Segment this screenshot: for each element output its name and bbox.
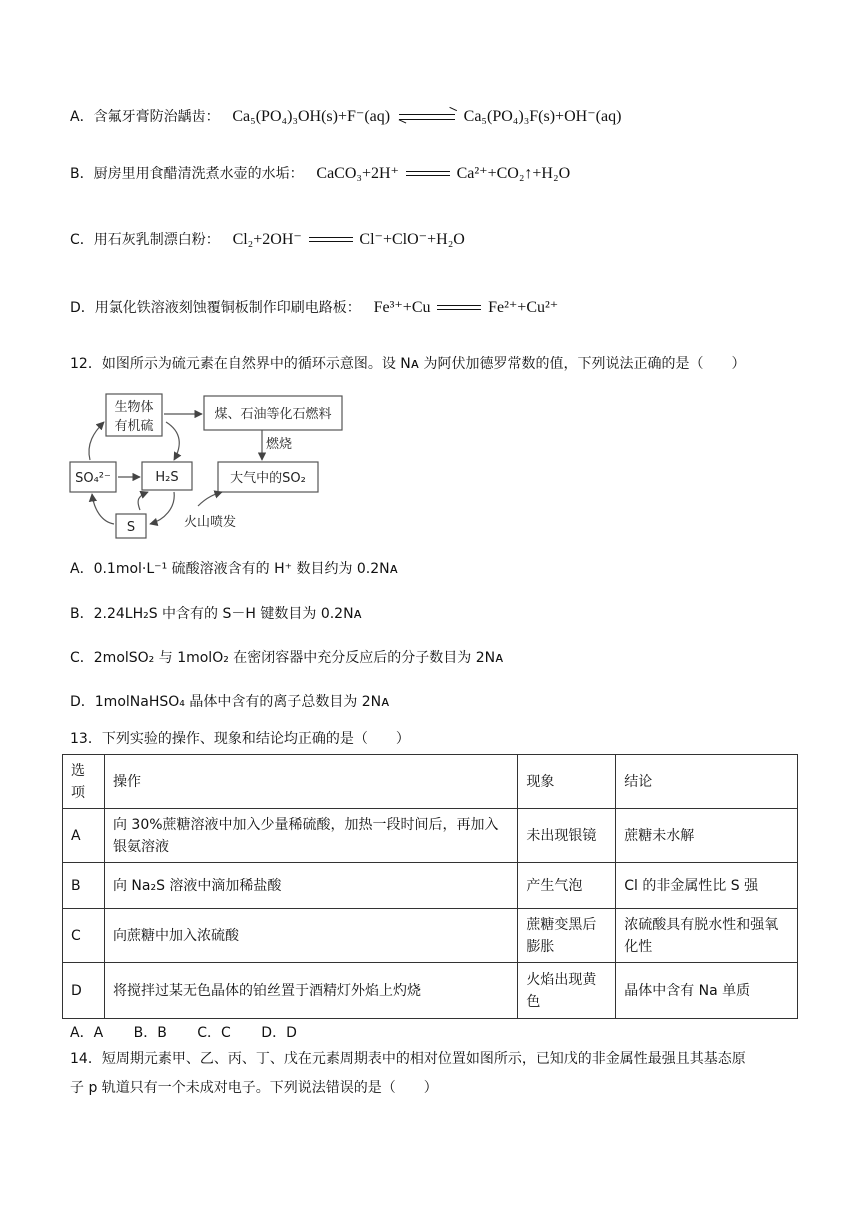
label-so2: 大气中的SO₂ xyxy=(230,471,306,486)
equation-right: Ca₅(PO₄)₃F(s)+OH⁻(aq) xyxy=(463,108,622,125)
option-label: D．用氯化铁溶液刻蚀覆铜板制作印刷电路板： xyxy=(70,300,361,316)
option-11-b xyxy=(70,163,570,184)
header-phenomenon: 现象 xyxy=(518,755,616,809)
equation-left: Cl₂+2OH⁻ xyxy=(232,231,302,248)
option-11-d xyxy=(70,297,558,318)
cell-phenomenon: 火焰出现黄色 xyxy=(518,963,616,1019)
cell-option: A xyxy=(63,809,105,863)
equals-sign-icon xyxy=(437,304,481,312)
label-so4: SO₄²⁻ xyxy=(75,471,111,486)
table-row xyxy=(63,863,798,909)
question-13-choices xyxy=(70,1022,323,1042)
equation-right: Fe²⁺+Cu²⁺ xyxy=(488,299,559,316)
option-label: B．厨房里用食醋清洗煮水壶的水垢： xyxy=(70,166,304,182)
cell-phenomenon: 产生气泡 xyxy=(518,863,616,909)
cell-phenomenon: 未出现银镜 xyxy=(518,809,616,863)
label-burn: 燃烧 xyxy=(266,437,293,452)
cell-operation: 向 30%蔗糖溶液中加入少量稀硫酸，加热一段时间后，再加入银氨溶液 xyxy=(104,809,517,863)
arrow-bio-to-h2s xyxy=(166,422,179,460)
cell-operation: 将搅拌过某无色晶体的铂丝置于酒精灯外焰上灼烧 xyxy=(104,963,517,1019)
equals-sign-icon xyxy=(309,236,353,244)
cell-operation: 向 Na₂S 溶液中滴加稀盐酸 xyxy=(104,863,517,909)
choice-d: D．D xyxy=(261,1025,297,1041)
table-header-row xyxy=(63,755,798,809)
cell-operation: 向蔗糖中加入浓硫酸 xyxy=(104,909,517,963)
equation-right: Cl⁻+ClO⁻+H₂O xyxy=(359,231,465,248)
choice-a: A．A xyxy=(70,1025,104,1041)
label-bio-1: 生物体 xyxy=(114,400,154,415)
table-row xyxy=(63,809,798,863)
option-12-b: B．2.24LH₂S 中含有的 S－H 键数目为 0.2Nᴀ xyxy=(70,606,362,622)
cell-phenomenon: 蔗糖变黑后膨胀 xyxy=(518,909,616,963)
label-s: S xyxy=(126,520,136,535)
cell-option: B xyxy=(63,863,105,909)
label-fossil: 煤、石油等化石燃料 xyxy=(214,407,332,422)
question-12-stem: 12．如图所示为硫元素在自然界中的循环示意图。设 Nᴀ 为阿伏加德罗常数的值，下列说法正确的是（ ） xyxy=(70,356,746,372)
label-volcano: 火山喷发 xyxy=(184,515,237,530)
option-label: A．含氟牙膏防治龋齿： xyxy=(70,109,220,125)
table-row xyxy=(63,909,798,963)
header-operation: 操作 xyxy=(104,755,517,809)
option-11-c xyxy=(70,229,465,250)
equals-sign-icon xyxy=(406,170,450,178)
cell-option: C xyxy=(63,909,105,963)
arrow-volcano xyxy=(198,492,222,506)
arrow-s-to-h2s xyxy=(138,492,148,510)
table-row xyxy=(63,963,798,1019)
option-11-a xyxy=(70,106,621,127)
cell-conclusion: 晶体中含有 Na 单质 xyxy=(616,963,798,1019)
cell-conclusion: 浓硫酸具有脱水性和强氧化性 xyxy=(616,909,798,963)
label-bio-2: 有机硫 xyxy=(114,419,154,434)
cell-option: D xyxy=(63,963,105,1019)
label-h2s: H₂S xyxy=(155,470,179,485)
arrow-sulfate-to-bio xyxy=(89,422,104,460)
question-14-line1: 14．短周期元素甲、乙、丙、丁、戊在元素周期表中的相对位置如图所示，已知戊的非金属性最强且其基态原 xyxy=(70,1051,746,1067)
header-conclusion: 结论 xyxy=(616,755,798,809)
arrow-h2s-to-s xyxy=(150,492,174,524)
option-12-a: A．0.1mol·L⁻¹ 硫酸溶液含有的 H⁺ 数目约为 0.2Nᴀ xyxy=(70,561,398,577)
equation-left: Ca₅(PO₄)₃OH(s)+F⁻(aq) xyxy=(232,108,391,125)
choice-b: B．B xyxy=(133,1025,167,1041)
cell-conclusion: Cl 的非金属性比 S 强 xyxy=(616,863,798,909)
reversible-arrow-icon xyxy=(399,111,455,123)
experiment-table xyxy=(62,754,798,1019)
question-14-line2: 子 p 轨道只有一个未成对电子。下列说法错误的是（ ） xyxy=(70,1080,438,1096)
equation-left: CaCO₃+2H⁺ xyxy=(316,165,399,182)
option-12-d: D．1molNaHSO₄ 晶体中含有的离子总数目为 2Nᴀ xyxy=(70,694,390,710)
cell-conclusion: 蔗糖未水解 xyxy=(616,809,798,863)
sulfur-cycle-diagram xyxy=(66,392,356,542)
arrow-s-to-sulfate xyxy=(92,494,114,524)
equation-right: Ca²⁺+CO₂↑+H₂O xyxy=(456,165,571,182)
question-13-stem: 13．下列实验的操作、现象和结论均正确的是（ ） xyxy=(70,731,410,747)
equation-left: Fe³⁺+Cu xyxy=(373,299,431,316)
header-option: 选项 xyxy=(63,755,105,809)
choice-c: C．C xyxy=(197,1025,231,1041)
option-12-c: C．2molSO₂ 与 1molO₂ 在密闭容器中充分反应后的分子数目为 2Nᴀ xyxy=(70,650,504,666)
option-label: C．用石灰乳制漂白粉： xyxy=(70,232,220,248)
